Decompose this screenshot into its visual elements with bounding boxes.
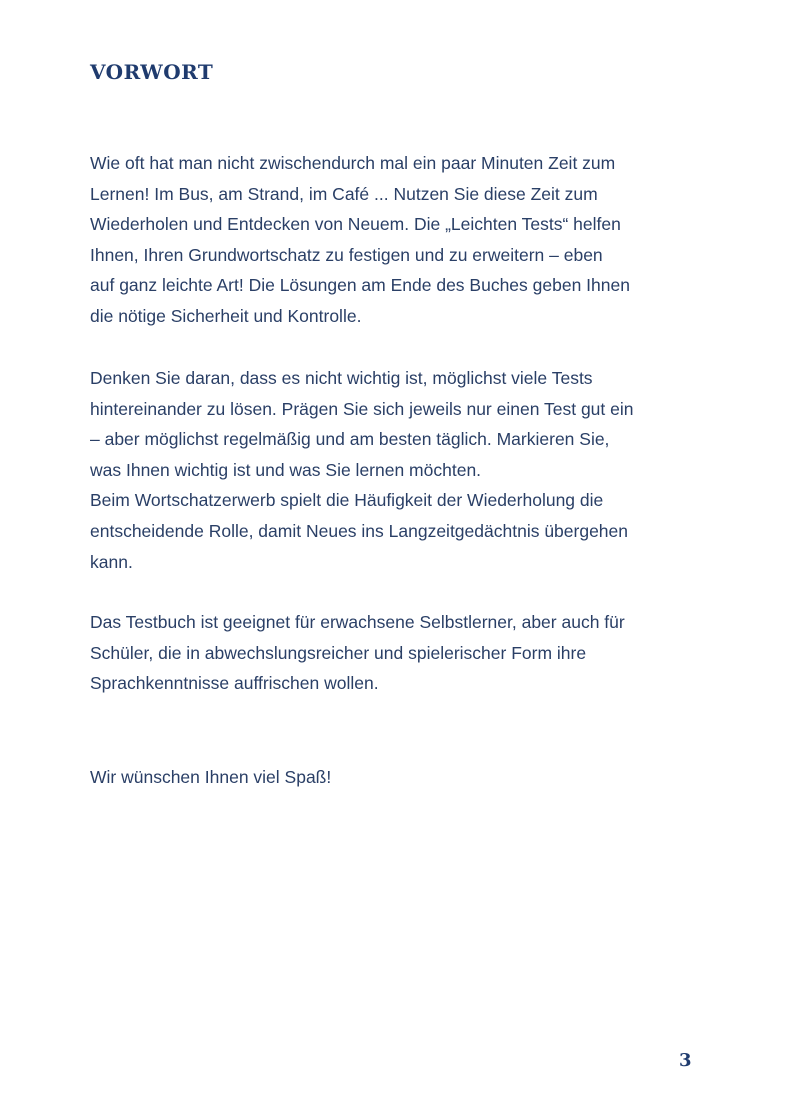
text-line: kann. <box>90 551 133 572</box>
paragraph-intro <box>90 148 710 332</box>
text-line: hintereinander zu lösen. Prägen Sie sich jeweils nur einen Test gut ein <box>90 398 634 419</box>
page-number: 3 <box>679 1050 692 1071</box>
text-line: Beim Wortschatzerwerb spielt die Häufigkeit der Wiederholung die <box>90 490 604 511</box>
text-line: Wir wünschen Ihnen viel Spaß! <box>90 767 332 787</box>
text-line: entscheidende Rolle, damit Neues ins Langzeitgedächtnis übergehen <box>90 520 629 541</box>
text-line: Wiederholen und Entdecken von Neuem. Die „Leichten Tests“ helfen <box>90 214 621 235</box>
text-line: – aber möglichst regelmäßig und am besten täglich. Markieren Sie, <box>90 429 610 450</box>
text-line: die nötige Sicherheit und Kontrolle. <box>90 305 362 326</box>
paragraph-advice <box>90 363 710 577</box>
text-line: Lernen! Im Bus, am Strand, im Café ... Nutzen Sie diese Zeit zum <box>90 183 598 204</box>
text-line: Wie oft hat man nicht zwischendurch mal ein paar Minuten Zeit zum <box>90 153 616 173</box>
text-line: Denken Sie daran, dass es nicht wichtig ist, möglichst viele Tests <box>90 368 593 388</box>
page-title: VORWORT <box>90 60 214 84</box>
closing-line <box>90 762 710 793</box>
text-line: Sprachkenntnisse auffrischen wollen. <box>90 673 379 694</box>
text-line: Das Testbuch ist geeignet für erwachsene Selbstlerner, aber auch für <box>90 612 625 632</box>
text-line: Schüler, die in abwechslungsreicher und spielerischer Form ihre <box>90 642 587 663</box>
text-line: Ihnen, Ihren Grundwortschatz zu festigen und zu erweitern – eben <box>90 244 603 265</box>
text-line: was Ihnen wichtig ist und was Sie lernen möchten. <box>90 459 482 480</box>
paragraph-audience <box>90 607 710 699</box>
text-line: auf ganz leichte Art! Die Lösungen am Ende des Buches geben Ihnen <box>90 275 630 296</box>
